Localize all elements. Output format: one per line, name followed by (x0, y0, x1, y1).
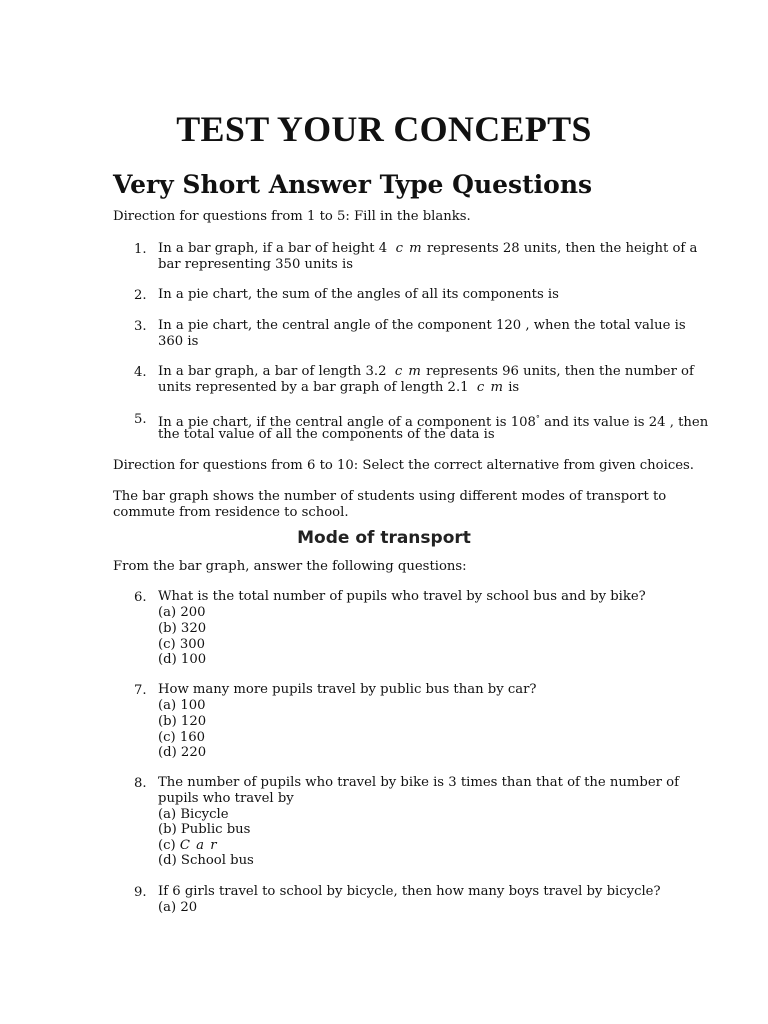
direction-fill-blanks: Direction for questions from 1 to 5: Fill in the blanks. (113, 209, 471, 224)
question-number: 7. (134, 683, 147, 698)
section-heading: Very Short Answer Type Questions (113, 170, 593, 199)
question-line: pupils who travel by (158, 791, 294, 806)
question-line: What is the total number of pupils who travel by school bus and by bike? (158, 589, 646, 604)
option-a: (a) 100 (158, 698, 206, 713)
question-line: How many more pupils travel by public bus than by car? (158, 682, 537, 697)
math-unit: c m (476, 380, 505, 395)
option-a: (a) 200 (158, 605, 206, 620)
question-line: The number of pupils who travel by bike is 3 times than that of the number of (158, 775, 679, 790)
question-number: 2. (134, 288, 147, 303)
math-text: C a r (179, 838, 218, 853)
option-a: (a) 20 (158, 900, 198, 915)
option-d: (d) 100 (158, 652, 207, 667)
option-b: (b) 320 (158, 621, 207, 636)
graph-prompt: From the bar graph, answer the following questions: (113, 559, 467, 574)
question-text: represents 28 units, then the height of a (422, 241, 698, 256)
question-line: 360 is (158, 334, 199, 349)
question-line (158, 364, 694, 380)
question-text: represents 96 units, then the number of (421, 364, 694, 379)
question-number: 1. (134, 242, 147, 257)
question-line: the total value of all the components of the data is (158, 427, 495, 442)
degree-symbol: ° (535, 414, 540, 423)
option-b: (b) Public bus (158, 822, 251, 837)
graph-intro: commute from residence to school. (113, 505, 349, 520)
question-number: 5. (134, 412, 147, 427)
option-d: (d) 220 (158, 745, 207, 760)
question-number: 8. (134, 776, 147, 791)
question-text: In a bar graph, a bar of length 3.2 (158, 364, 387, 379)
question-line: If 6 girls travel to school by bicycle, then how many boys travel by bicycle? (158, 884, 661, 899)
option-b: (b) 120 (158, 714, 207, 729)
question-line (158, 380, 519, 396)
math-unit: c m (394, 364, 422, 379)
question-text: In a pie chart, if the central angle of a component is (158, 415, 507, 430)
option-c: (c) 160 (158, 730, 206, 745)
question-text: and its value is 24 , then (539, 415, 709, 430)
direction-multiple-choice: Direction for questions from 6 to 10: Select the correct alternative from given choices. (113, 458, 694, 473)
page-title: TEST YOUR CONCEPTS (176, 109, 592, 149)
option-c: (c) 300 (158, 637, 206, 652)
question-text: units represented by a bar graph of length 2.1 (158, 380, 469, 395)
question-line: In a pie chart, the central angle of the component 120 , when the total value is (158, 318, 686, 333)
angle-value: 108 (510, 415, 536, 430)
option-a: (a) Bicycle (158, 807, 229, 822)
question-number: 4. (134, 365, 147, 380)
question-line: bar representing 350 units is (158, 257, 353, 272)
question-number: 3. (134, 319, 147, 334)
math-unit: c m (395, 241, 423, 256)
question-line (158, 241, 697, 257)
chart-title: Mode of transport (297, 528, 471, 548)
question-text: is (504, 380, 520, 395)
question-text: In a bar graph, if a bar of height 4 (158, 241, 388, 256)
question-line: In a pie chart, the sum of the angles of all its components is (158, 287, 559, 302)
graph-intro: The bar graph shows the number of students using different modes of transport to (113, 489, 667, 504)
question-number: 6. (134, 590, 147, 605)
option-c (158, 838, 218, 854)
question-number: 9. (134, 885, 147, 900)
option-label: (c) (158, 838, 180, 853)
option-d: (d) School bus (158, 853, 254, 868)
